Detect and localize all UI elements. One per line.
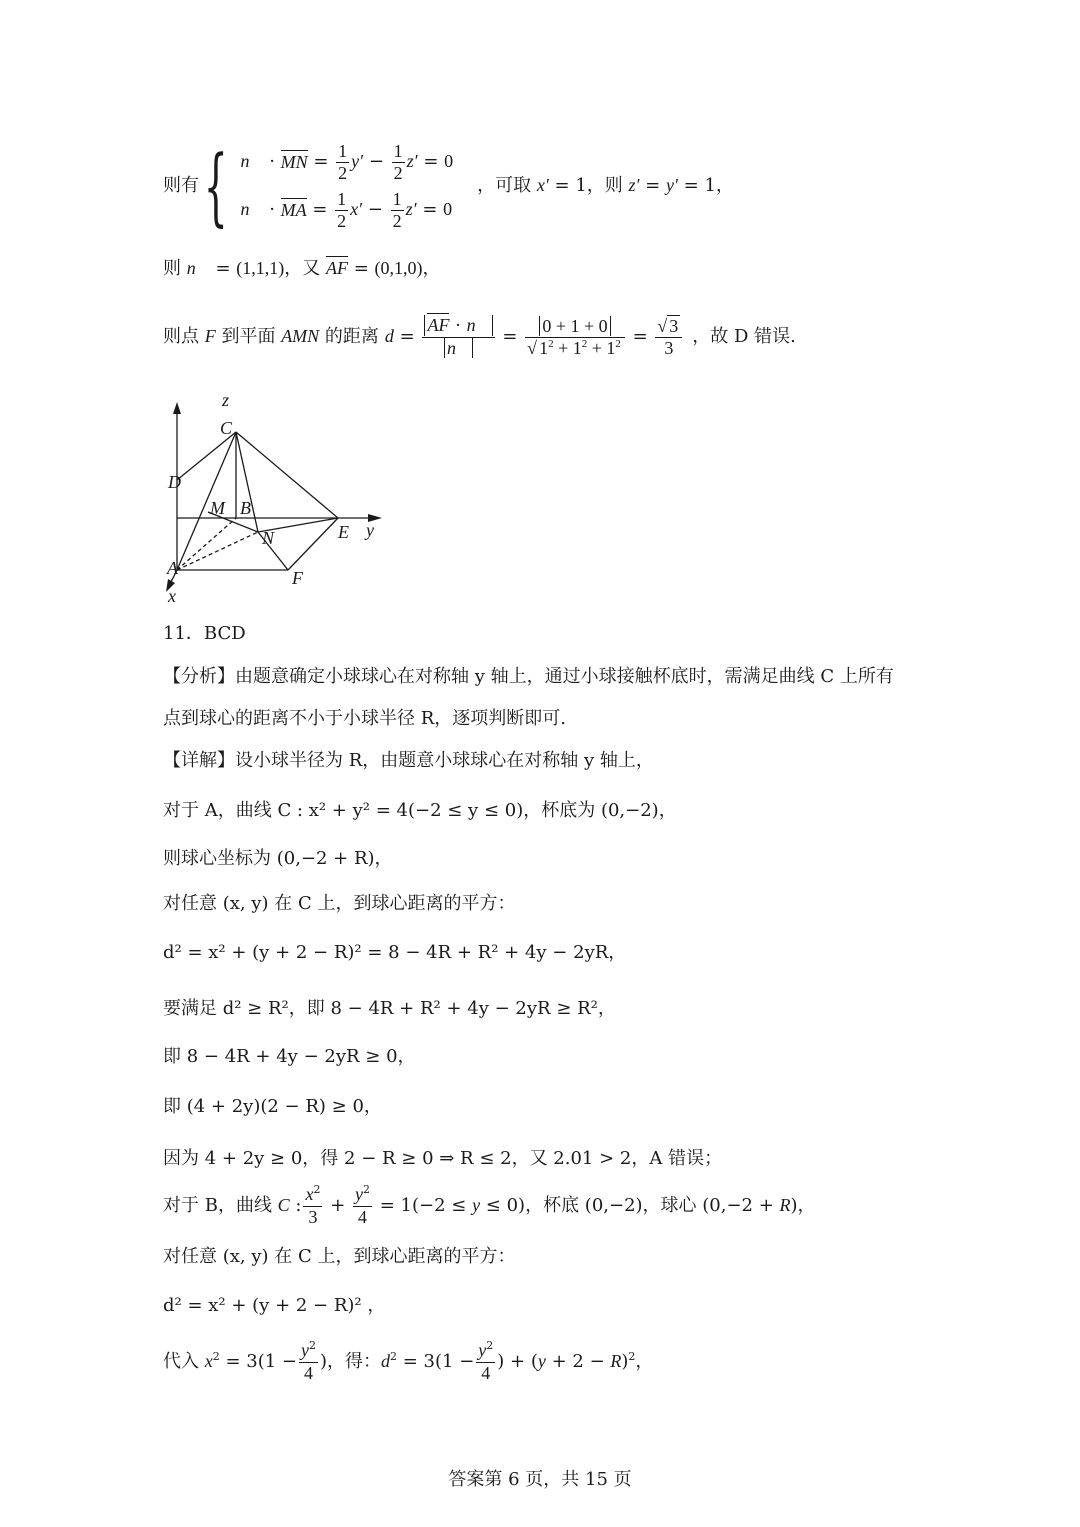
label-b: B (240, 498, 251, 518)
label-e: E (338, 522, 349, 542)
text-suffix: ，可取 x′ = 1，则 z′ = y′ = 1， (477, 175, 734, 197)
analysis-line-2: 点到球心的距离不小于小球半径 R，逐项判断即可. (163, 708, 566, 729)
page-footer: 答案第 6 页，共 15 页 (448, 1469, 632, 1490)
label-f: F (292, 568, 303, 588)
case-a-conclusion: 因为 4 + 2y ≥ 0，得 2 − R ≥ 0 ⇒ R ≤ 2，又 2.01 > 2，A 错误； (163, 1148, 723, 1169)
case-b-substitute: 代入 $x^2 = 3(1$ − $\frac{y^2}{4}$ )，得：$d^2 = 3(1$ − $\frac{y^2}{4}$ ) + $(y + 2 - R)^2$， (163, 1339, 654, 1383)
case-a-distance-intro: 对任意 (x, y) 在 C 上，到球心距离的平方： (163, 893, 516, 914)
label-a: A (167, 558, 178, 578)
eq-n-mn: n⃗ · MN = $\frac{1}{2}$ y′ − $\frac{1}{2}$ z′ = 0 (240, 140, 454, 183)
line-normal-vector: 则 n⃗ = (1,1,1)，又 AF = (0,1,0)， (163, 258, 441, 279)
label-c: C (220, 418, 233, 438)
label-y: y (366, 520, 374, 540)
label-z: z (222, 390, 230, 410)
brace: { (203, 137, 228, 235)
case-a-simplify-1: 即 8 − 4R + 4y − 2yR ≥ 0， (163, 1046, 416, 1067)
case-a-simplify-2: 即 (4 + 2y)(2 − R) ≥ 0， (163, 1096, 382, 1117)
label-m: M (210, 498, 225, 518)
label-n: N (262, 528, 275, 548)
label-x: x (168, 586, 176, 606)
text-prefix: 则有 (163, 175, 199, 197)
detail-intro: 【详解】设小球半径为 R，由题意小球球心在对称轴 y 轴上， (163, 750, 654, 771)
case-a-center: 则球心坐标为 (0,−2 + R)， (163, 848, 393, 869)
line-system (163, 138, 734, 234)
line-distance: 则点 F 到平面 AMN 的距离 d = $\frac{AF \cdot n⃗}{n⃗}$ = $\frac{0 + 1 + 0}{√ 1^2 + 1^2 + 1^2}$ = $\frac{√ 3}{3}$ ，故 D 错误. (163, 315, 796, 358)
case-b-curve: 对于 B，曲线 C : $\frac{x^2}{3}$ + $\frac{y^2}{4}$ = 1(−2 ≤ y ≤ 0)，杯底 (0,−2)，球心 (0,−2 + R)， (163, 1183, 816, 1227)
case-b-distance-formula: d² = x² + (y + 2 − R)² ， (163, 1295, 386, 1316)
geometry-figure (160, 388, 400, 610)
analysis-line-1: 【分析】由题意确定小球球心在对称轴 y 轴上，通过小球接触杯底时，需满足曲线 C 上所有 (163, 666, 894, 687)
case-a-curve: 对于 A，曲线 C : x² + y² = 4(−2 ≤ y ≤ 0)，杯底为 (0,−2)， (163, 800, 677, 821)
question-number: 11．BCD (163, 623, 246, 644)
equation-system (240, 138, 453, 234)
eq-n-ma: n⃗ · MA = $\frac{1}{2}$ x′ − $\frac{1}{2}$ z′ = 0 (240, 188, 453, 231)
label-d: D (168, 472, 181, 492)
case-a-distance-formula: d² = x² + (y + 2 − R)² = 8 − 4R + R² + 4y − 2yR， (163, 942, 627, 963)
case-b-distance-intro: 对任意 (x, y) 在 C 上，到球心距离的平方： (163, 1246, 516, 1267)
case-a-condition: 要满足 d² ≥ R²，即 8 − 4R + R² + 4y − 2yR ≥ R²， (163, 998, 616, 1019)
